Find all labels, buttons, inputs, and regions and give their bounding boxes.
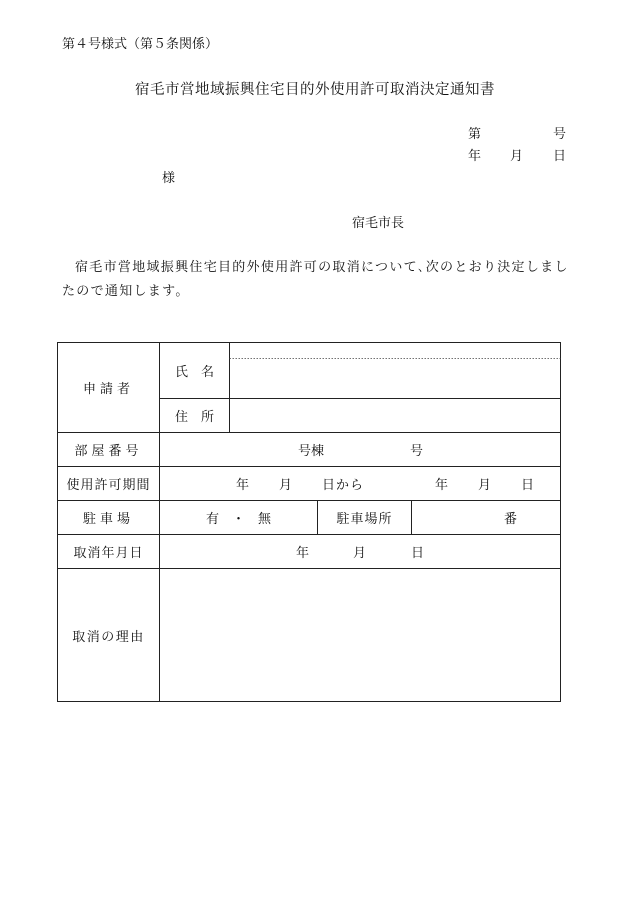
- room-suffix: 号: [410, 444, 424, 459]
- period-year-to: 年: [435, 478, 449, 493]
- issuer: 宿毛市長: [352, 216, 405, 231]
- period-day-to: 日: [521, 478, 535, 493]
- applicant-label: 申請者: [82, 382, 134, 397]
- doc-number-suffix: 号: [553, 127, 567, 142]
- addressee-suffix: 様: [162, 171, 176, 186]
- address-field[interactable]: [230, 399, 560, 432]
- cancel-date-field[interactable]: [160, 535, 560, 568]
- date-day: 日: [553, 149, 567, 164]
- parking-number-field[interactable]: [412, 501, 560, 534]
- room-number-field[interactable]: [160, 433, 560, 466]
- parking-label: 駐車場: [82, 512, 134, 527]
- address-label: 住 所: [174, 410, 214, 425]
- parking-place-label: 駐車場所: [336, 512, 393, 527]
- room-number-label: 部屋番号: [74, 444, 143, 459]
- form-number: 第４号様式（第５条関係）: [62, 37, 219, 52]
- cancel-month: 月: [353, 546, 367, 561]
- reason-label: 取消の理由: [72, 629, 145, 645]
- period-field[interactable]: [160, 467, 560, 500]
- building-suffix: 号棟: [298, 444, 325, 459]
- period-year-from: 年: [236, 478, 250, 493]
- cancel-date-label: 取消年月日: [73, 546, 144, 561]
- period-from-text: 日から: [322, 478, 365, 493]
- reason-field[interactable]: [160, 569, 560, 701]
- period-month-to: 月: [478, 478, 492, 493]
- date-year: 年: [468, 149, 482, 164]
- period-month-from: 月: [279, 478, 293, 493]
- name-field[interactable]: [230, 359, 560, 398]
- document-title: 宿毛市営地域振興住宅目的外使用許可取消決定通知書: [135, 82, 495, 98]
- period-label: 使用許可期間: [66, 478, 151, 493]
- cancel-year: 年: [296, 546, 310, 561]
- parking-option[interactable]: 有 ・ 無: [205, 512, 271, 527]
- date-month: 月: [510, 149, 524, 164]
- parking-number-suffix: 番: [504, 512, 518, 527]
- cancel-day: 日: [411, 546, 425, 561]
- notice-body: 宿毛市営地域振興住宅目的外使用許可の取消について､次のとおり決定しましたので通知します。: [62, 260, 569, 299]
- name-label: 氏 名: [174, 365, 214, 380]
- doc-number-prefix: 第: [468, 127, 482, 142]
